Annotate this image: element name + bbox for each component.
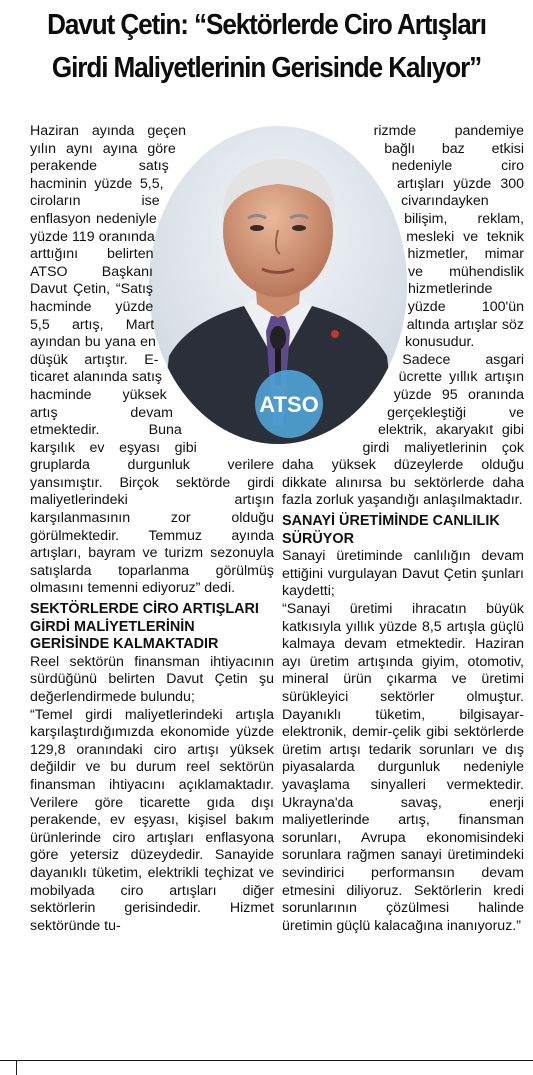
right-column [282, 123, 524, 935]
subheading-sanayi: SANAYİ ÜRETİMİNDE CANLILIK SÜRÜYOR [282, 513, 500, 547]
intro-paragraph: Haziran ayında geçen yılın aynı ayına göre perakende satış hacminin yüzde 5,5, ciroların ise enflasyon nedeniyle yüzde 119 oranında arttığını belirten ATSO Başkanı Davut Çetin, “Satış hacminde yüzde 5,5 artış, Mart ayından bu yana en düşük artıştır. E-ticaret alanında satış hacminde yüksek artış devam etmektedir. Buna karşılık ev eşyası gibi gruplarda durgunluk verilere yansımıştır. Birçok sektörde girdi maliyetlerindeki artışın karşılanmasının zor olduğu görülmektedir. Temmuz ayında artışları, bayram ve turizm sezonuyla satışlarda toparlanma görülmüş olmasını temenni ediyoruz” dedi. [30, 123, 274, 597]
bottom-rule [0, 1060, 533, 1061]
services-paragraph: rizmde pandemiye bağlı baz etkisi nedeniyle ciro artışları yüzde 300 civarındayken bilişim, reklam, mesleki ve teknik hizmetler, mimar ve mühendislik hizmetlerinde yüzde 100'ün altında artışlar söz konusudur. Sadece asgari ücrette yıllık artışın yüzde 95 oranında gerçekleştiği ve elektrik, akaryakıt gibi girdi maliyetlerinin çok daha yüksek düzeylerde olduğu dikkate alınırsa bu sektörlerde daha fazla zorluk yaşandığı anlaşılmaktadır. [282, 123, 524, 509]
industry-intro-paragraph: Sanayi üretiminde canlılığın devam ettiğini vurgulayan Davut Çetin şunları kaydetti; [282, 548, 524, 600]
subheading-ciro: SEKTÖRLERDE CİRO ARTIŞLARI GİRDİ MALİYETLERİNİN GERİSİNDE KALMAKTADIR [30, 601, 259, 653]
atso-badge-text: ATSO [259, 392, 319, 417]
finance-paragraph: Reel sektörün finansman ihtiyacının sürdüğünü belirten Davut Çetin şu değerlendirmede bulundu; [30, 653, 274, 705]
cost-paragraph: “Temel girdi maliyetlerindeki artışla karşılaştırdığımızda ekonomide yüzde 129,8 oranındaki ciro artışı yüksek değildir ve bu durum reel sektörün finansman ihtiyacını açıklamaktadır. Verilere göre ticarette gıda dışı perakende, ev eşyası, kişisel bakım ürünlerinde ciro artışları enflasyona göre yetersiz düzeydedir. Sanayide dayanıklı tüketim, elektrikli teçhizat ve mobilyada ciro artışları diğer sektörlerin gerisindedir. Hizmet sektöründe tu- [30, 706, 274, 934]
headline [27, 4, 507, 90]
bottom-rule-tick [16, 1060, 17, 1075]
left-column [30, 123, 274, 935]
headline-line-1: Davut Çetin: “Sektörlerde Ciro Artışları [47, 9, 486, 41]
industry-quote-paragraph: “Sanayi üretimi ihracatın büyük katkısıyla yıllık yüzde 8,5 artışla güçlü kalmaya devam etmektedir. Haziran ayı üretim artışında giyim, otomotiv, mineral ürün çıkarma ve üretimi sürükleyici sektörler olmuştur. Dayanıklı tüketim, bilgisayar-elektronik, demir-çelik gibi sektörlerde üretim artışı tedarik sorunları ve dış piyasalarda durgunluk nedeniyle yavaşlama sinyalleri vermektedir. Ukrayna'da savaş, enerji maliyetlerinde artış, finansman sorunları, Avrupa ekonomisindeki sorunlara rağmen sanayi üretimindeki sevindirici performansın devam etmesini diliyoruz. Sektörlerin kredi sorunlarının çözülmesi halinde üretimin güçlü kalacağına inanıyoruz.” [282, 601, 524, 934]
article-body [30, 123, 524, 1063]
headline-line-2: Girdi Maliyetlerinin Gerisinde Kalıyor” [51, 52, 482, 84]
